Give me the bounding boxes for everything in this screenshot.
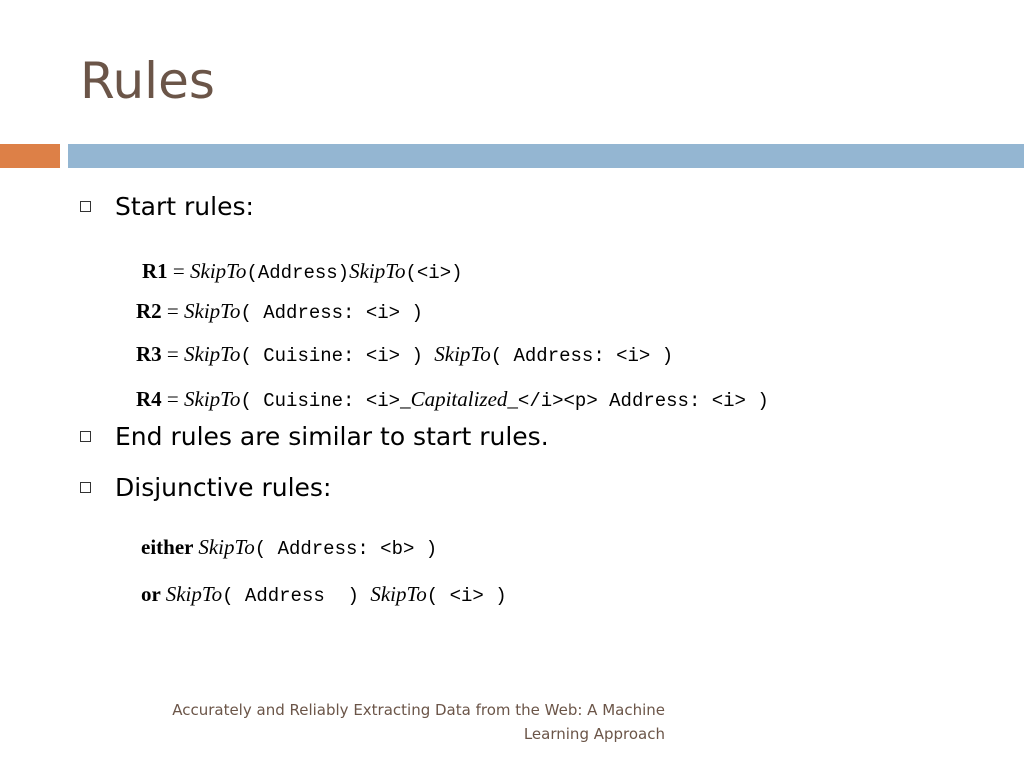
rule-r2	[136, 299, 423, 324]
bullet-start-rules	[80, 192, 254, 221]
rule-argument: ( <i> )	[426, 585, 507, 607]
square-bullet-icon	[80, 482, 91, 493]
bullet-text: End rules are similar to start rules.	[115, 422, 549, 451]
rule-argument: ( Address: <i> )	[240, 302, 423, 324]
rule-label: or	[141, 582, 166, 606]
slide-title: Rules	[80, 52, 215, 110]
rule-either	[141, 535, 437, 560]
rule-label: R4	[136, 387, 162, 411]
rule-function: SkipTo	[370, 582, 427, 606]
rule-equals: =	[167, 259, 191, 283]
square-bullet-icon	[80, 201, 91, 212]
rule-equals: =	[161, 299, 185, 323]
rule-function: SkipTo	[184, 299, 241, 323]
rule-argument: (Address)	[246, 262, 350, 284]
rule-function: _Capitalized_	[400, 387, 518, 411]
bullet-text: Disjunctive rules:	[115, 473, 332, 502]
rule-function: SkipTo	[198, 535, 255, 559]
rule-equals: =	[161, 342, 185, 366]
rule-r1	[142, 259, 463, 284]
rule-function: SkipTo	[165, 582, 223, 606]
rule-argument: ( Cuisine: <i>	[240, 390, 401, 412]
slide-footer: Accurately and Reliably Extracting Data from the Web: A Machine Learning Approach	[172, 701, 665, 743]
rule-label: R1	[142, 259, 168, 283]
rule-or	[141, 582, 507, 607]
rule-r4	[136, 387, 769, 412]
bullet-end-rules	[80, 422, 549, 451]
rule-label: R3	[136, 342, 162, 366]
rule-function: SkipTo	[190, 259, 247, 283]
rule-function: SkipTo	[434, 342, 491, 366]
rule-argument: </i><p> Address: <i> )	[517, 390, 769, 412]
square-bullet-icon	[80, 431, 91, 442]
bullet-text: Start rules:	[115, 192, 254, 221]
rule-function: SkipTo	[184, 342, 241, 366]
rule-argument: ( Address )	[222, 585, 371, 607]
rule-argument: ( Cuisine: <i> )	[240, 345, 435, 367]
rule-label: R2	[136, 299, 162, 323]
accent-bar-orange	[0, 144, 60, 168]
rule-argument: ( Address: <b> )	[254, 538, 438, 560]
rule-equals: =	[161, 387, 185, 411]
rule-function: SkipTo	[349, 259, 406, 283]
rule-function: SkipTo	[184, 387, 241, 411]
bullet-disjunctive-rules	[80, 473, 331, 502]
rule-argument: (<i>)	[405, 262, 463, 284]
rule-r3	[136, 342, 673, 367]
rule-argument: ( Address: <i> )	[490, 345, 674, 367]
rule-label: either	[141, 535, 199, 559]
accent-bar-blue	[68, 144, 1024, 168]
